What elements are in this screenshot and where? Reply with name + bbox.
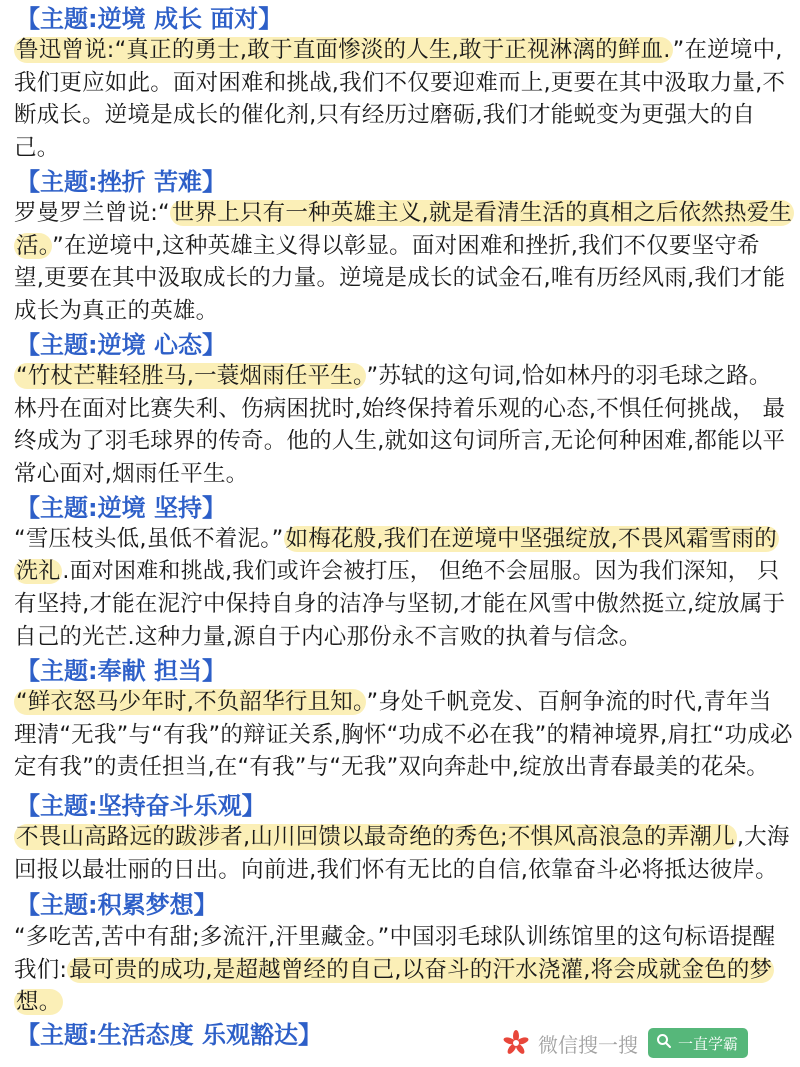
body-text: ”在逆境中,: [672, 37, 783, 63]
body-text: “多吃苦,苦中有甜;多流汗,汗里藏金。”中国羽毛球队训练馆里的这句标语提醒: [14, 924, 776, 950]
body-text: 自己的光芒.这种力量,源自于内心那份永不言败的执着与信念。: [14, 623, 642, 650]
paragraph-line: [14, 557, 779, 587]
body-text: “雪压枝头低,虽低不着泥。”: [14, 526, 284, 552]
paragraph-line: [14, 263, 785, 293]
section-heading: 【主题:逆境 成长 面对】: [16, 5, 283, 33]
body-text: 我们更应如此。面对困难和挑战,我们不仅要迎难而上,更要在其中汲取力量,不: [14, 69, 786, 96]
body-text: 成长为真正的英雄。: [14, 297, 219, 324]
highlighted-text: 世界上只有一种英雄主义,就是看清生活的真相之后依然热爱生: [171, 200, 793, 226]
body-text: 有坚持,才能在泥泞中保持自身的洁净与坚韧,才能在风雪中傲然挺立,绽放属于: [14, 591, 786, 618]
paragraph-line: [14, 231, 760, 261]
body-text: 终成为了羽毛球界的传奇。他的人生,就如这句词所言,无论何种困难,都能以平: [14, 428, 786, 455]
body-text: 望,更要在其中汲取成长的力量。逆境是成长的试金石,唯有历经风雨,我们才能: [14, 265, 786, 292]
paragraph-line: [14, 955, 774, 985]
paragraph-line: [14, 426, 785, 456]
paragraph-line: [14, 622, 642, 652]
body-text: 定有我”的责任担当,在“有我”与“无我”双向奔赴中,绽放出青春最美的花朵。: [14, 754, 769, 781]
body-text: 理清“无我”与“有我”的辩证关系,胸怀“功成不必在我”的精神境界,肩扛“功成必: [14, 721, 793, 748]
wechat-search-flower-icon: [502, 1029, 530, 1057]
body-text: ”在逆境中,这种英雄主义得以彰显。面对困难和挫折,我们不仅要坚守希: [52, 232, 760, 259]
paragraph-line: [14, 133, 59, 163]
body-text: 断成长。逆境是成长的催化剂,只有经历过磨砺,我们才能蜕变为更强大的自: [14, 102, 756, 129]
paragraph-line: [14, 394, 785, 424]
paragraph-line: [14, 720, 793, 750]
magnifier-icon: [656, 1033, 672, 1053]
highlighted-text: 如梅花般,我们在逆境中坚强绽放,不畏风霜雪雨的: [285, 526, 777, 552]
paragraph-line: [14, 589, 785, 619]
section-heading: 【主题:逆境 心态】: [16, 331, 226, 359]
paragraph-line: [14, 987, 63, 1017]
section-heading: 【主题:挫折 苦难】: [16, 168, 226, 196]
watermark-search-label: 一直学霸: [678, 1034, 739, 1053]
body-text: 常心面对,烟雨任平生。: [14, 460, 249, 487]
paragraph-line: [14, 35, 783, 65]
highlighted-text: 最可贵的成功,是超越曾经的自己,以奋斗的汗水浇灌,将会成就金色的梦: [69, 956, 773, 983]
body-text: ”苏轼的这句词,恰如林丹的羽毛球之路。: [366, 363, 772, 389]
highlighted-text: 想。: [16, 989, 62, 1016]
body-text: ”身处千帆竞发、百舸争流的时代,青年当: [366, 689, 772, 715]
paragraph-line: [14, 687, 772, 717]
body-text: .面对困难和挑战,我们或许会被打压， 但绝不会屈服。因为我们深知， 只: [62, 558, 780, 584]
highlighted-text: “鲜衣怒马少年时,不负韶华行且知。: [16, 689, 365, 715]
highlighted-text: 鲁迅曾说:“真正的勇士,敢于直面惨淡的人生,敢于正视淋漓的鲜血.: [16, 37, 671, 63]
section-heading: 【主题:生活态度 乐观豁达】: [16, 1021, 322, 1049]
highlighted-text: 活。: [16, 232, 51, 259]
body-text: 己。: [14, 134, 60, 161]
watermark-brand: 微信搜一搜: [538, 1032, 638, 1057]
highlighted-text: 不畏山高路远的跋涉者,山川回馈以最奇绝的秀色;不惧风高浪急的弄潮儿: [16, 824, 735, 850]
paragraph-line: [14, 361, 772, 391]
paragraph-line: [14, 296, 218, 326]
body-text: 林丹在面对比赛失利、伤病困扰时,始终保持着乐观的心态,不惧任何挑战， 最: [14, 395, 786, 422]
highlighted-text: 洗礼: [16, 558, 61, 584]
paragraph-line: [14, 524, 779, 554]
body-text: 我们:: [14, 956, 68, 983]
body-text: 罗曼罗兰曾说:“: [14, 200, 170, 226]
paragraph-line: [14, 922, 775, 952]
section-heading: 【主题:积累梦想】: [16, 891, 218, 919]
body-text: ,大海: [736, 824, 790, 850]
wechat-search-watermark[interactable]: [502, 1024, 800, 1062]
paragraph-line: [14, 100, 755, 130]
highlighted-text: “竹杖芒鞋轻胜马,一蓑烟雨任平生。: [16, 363, 365, 389]
section-heading: 【主题:奉献 担当】: [16, 657, 226, 685]
watermark-search-button[interactable]: [648, 1028, 748, 1058]
paragraph-line: [14, 68, 785, 98]
paragraph-line: [14, 198, 794, 228]
paragraph-line: [14, 822, 790, 852]
section-heading: 【主题:逆境 坚持】: [16, 494, 226, 522]
section-heading: 【主题:坚持奋斗乐观】: [16, 792, 266, 820]
paragraph-line: [14, 752, 769, 782]
paragraph-line: [14, 855, 778, 885]
paragraph-line: [14, 459, 248, 489]
body-text: 回报以最壮丽的日出。向前进,我们怀有无比的自信,依靠奋斗必将抵达彼岸。: [14, 856, 778, 883]
